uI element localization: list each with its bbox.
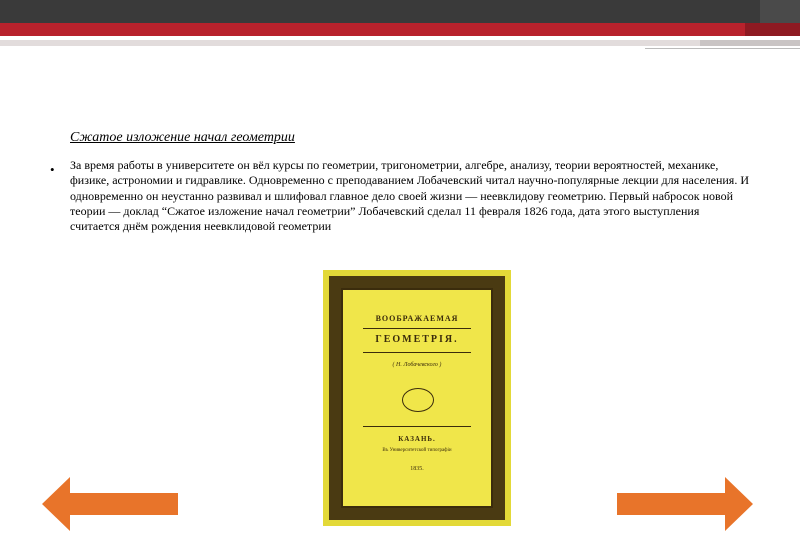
book-cover-author: ( Н. Лобачевского ): [392, 362, 442, 368]
book-cover-year: 1835.: [410, 466, 424, 472]
emblem-icon: [402, 388, 434, 412]
book-cover-line1: ВООБРАЖАЕМАЯ: [375, 314, 459, 323]
accent-band: [0, 23, 800, 36]
arrow-left-icon[interactable]: [40, 474, 180, 534]
slide-title: Сжатое изложение начал геометрии: [70, 130, 295, 145]
book-cover-image: [323, 270, 511, 526]
accent-shadow: [0, 40, 800, 46]
book-title-page: [341, 288, 493, 508]
bullet-marker: •: [50, 162, 55, 177]
slide-body-text: За время работы в университете он вёл курсы по геометрии, тригонометрии, алгебре, анализу, теории вероятностей, механике, физике, астрономии и гидравлике. Одновременно с преподаванием Лобачевский читал научно-популярные лекции для населения. И одновременно он неустанно развивал и шлифовал главное дело своей жизни — неевклидову геометрию. Первый набросок новой теории — доклад “Сжатое изложение начал геометрии” Лобачевский сделал 11 февраля 1826 года, дата этого выступления считается днём рождения неевклидовой геометрии: [70, 158, 749, 234]
book-cover-title: ГЕОМЕТРІЯ.: [375, 334, 459, 345]
book-cover-publisher: Въ Университетской типографіи: [382, 448, 452, 453]
top-bar: [0, 0, 800, 23]
arrow-right-icon[interactable]: [615, 474, 755, 534]
book-cover-city: КАЗАНЬ.: [398, 435, 436, 443]
